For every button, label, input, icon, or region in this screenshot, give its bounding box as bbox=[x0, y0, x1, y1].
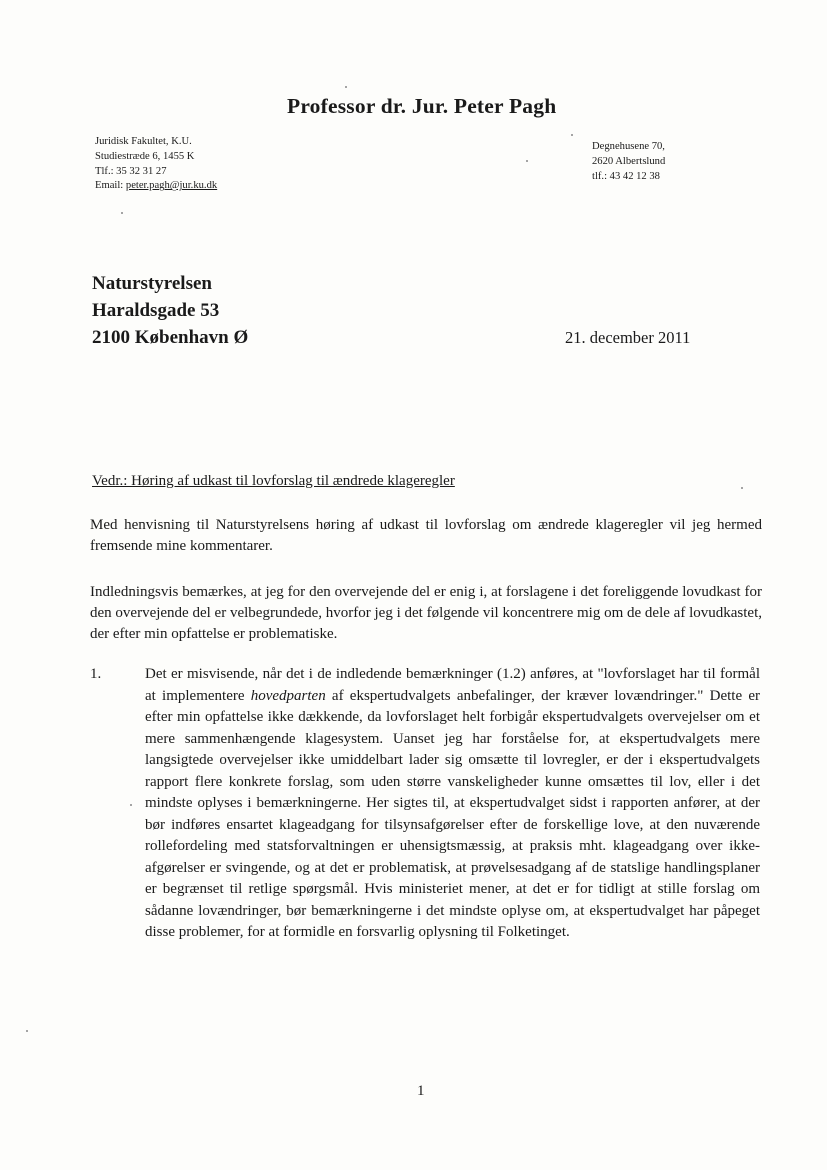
email-link[interactable]: peter.pagh@jur.ku.dk bbox=[125, 180, 218, 192]
item-number: 1. bbox=[90, 666, 102, 682]
scan-speck bbox=[526, 160, 528, 162]
item-text-start: Det er misvisende, når det i de indledende bemærkninger (1.2) anføres, at "lovforslaget har til formål at implementere bbox=[145, 666, 760, 704]
scan-speck bbox=[121, 212, 123, 214]
letter-date: 21. december 2011 bbox=[565, 328, 691, 347]
sender-contact-right bbox=[592, 140, 665, 184]
recipient-address bbox=[92, 270, 248, 351]
scan-speck bbox=[26, 1030, 28, 1032]
faculty-line: Juridisk Fakultet, K.U. bbox=[95, 136, 192, 147]
recipient-street: Haraldsgade 53 bbox=[92, 300, 220, 321]
item-text-end: af ekspertudvalgets anbefalinger, der kræver lovændringer." Dette er efter min opfattelse ikke dækkende, da lovforslaget helt forbigår ekspertudvalgets overvejelser om et mere sammenhængende klagesystem. Uanset jeg har forståelse for, at ekspertudvalgets mere langsigtede overvejelser ikke umiddelbart lader sig omsætte til lovregler, er der i ekspertudvalgets rapport flere konkrete forslag, som uden større vanskeligheder kunne omsættes til lov, eller i det mindste oplyses i bemærkningerne. Her sigtes til, at ekspertudvalget sidst i rapporten anfører, at der bør indføres ensartet klageadgang for tilsynsafgørelser efter de forskellige love, at den nuværende rollefordeling med statsforvaltningen er uhensigtsmæssig, at praksis mht. klageadgang over ikke-afgørelser er svingende, og at det er problematisk, at prøvelsesadgang af de statslige handlingsplaner er begrænset til retlige spørgsmål. Hvis ministeriet mener, at det er for tidligt at stille forslag om sådanne lovændringer, bør bemærkningerne i det mindste oplyse om, at ekspertudvalget har påpeget disse problemer, for at formidle en forsvarlig oplysning til Folketinget. bbox=[145, 687, 760, 940]
scan-speck bbox=[130, 804, 132, 806]
scan-speck bbox=[741, 487, 743, 489]
scan-speck bbox=[345, 86, 347, 88]
sender-contact-left bbox=[95, 135, 217, 194]
email-label: Email: bbox=[95, 180, 126, 192]
address-line: Studiestræde 6, 1455 K bbox=[95, 150, 195, 162]
item-text bbox=[145, 664, 760, 944]
home-city-line: 2620 Albertslund bbox=[592, 155, 666, 167]
page-number: 1 bbox=[417, 1083, 425, 1099]
phone-line: Tlf.: 35 32 31 27 bbox=[95, 165, 167, 177]
intro-paragraph: Med henvisning til Naturstyrelsens høring af udkast til lovforslag om ændrede klageregler vil jeg hermed fremsende mine kommentarer. bbox=[90, 517, 762, 554]
item-text-emphasis: hovedparten bbox=[250, 687, 326, 704]
email-line bbox=[95, 179, 217, 194]
subject-line: Vedr.: Høring af udkast til lovforslag til ændrede klageregler bbox=[92, 473, 455, 489]
recipient-city: 2100 København Ø bbox=[92, 327, 249, 348]
opening-remarks-paragraph: Indledningsvis bemærkes, at jeg for den overvejende del er enig i, at forslagene i det foreliggende lovudkast for den overvejende del er velbegrundede, hvorfor jeg i det følgende vil koncentrere mig om de dele af lovudkastet, der efter min opfattelse er problematiske. bbox=[90, 584, 762, 642]
home-phone-line: tlf.: 43 42 12 38 bbox=[592, 170, 660, 182]
home-street-line: Degnehusene 70, bbox=[592, 141, 665, 152]
letterhead-title: Professor dr. Jur. Peter Pagh bbox=[287, 94, 557, 118]
scan-speck bbox=[571, 134, 573, 136]
recipient-name: Naturstyrelsen bbox=[92, 273, 212, 294]
